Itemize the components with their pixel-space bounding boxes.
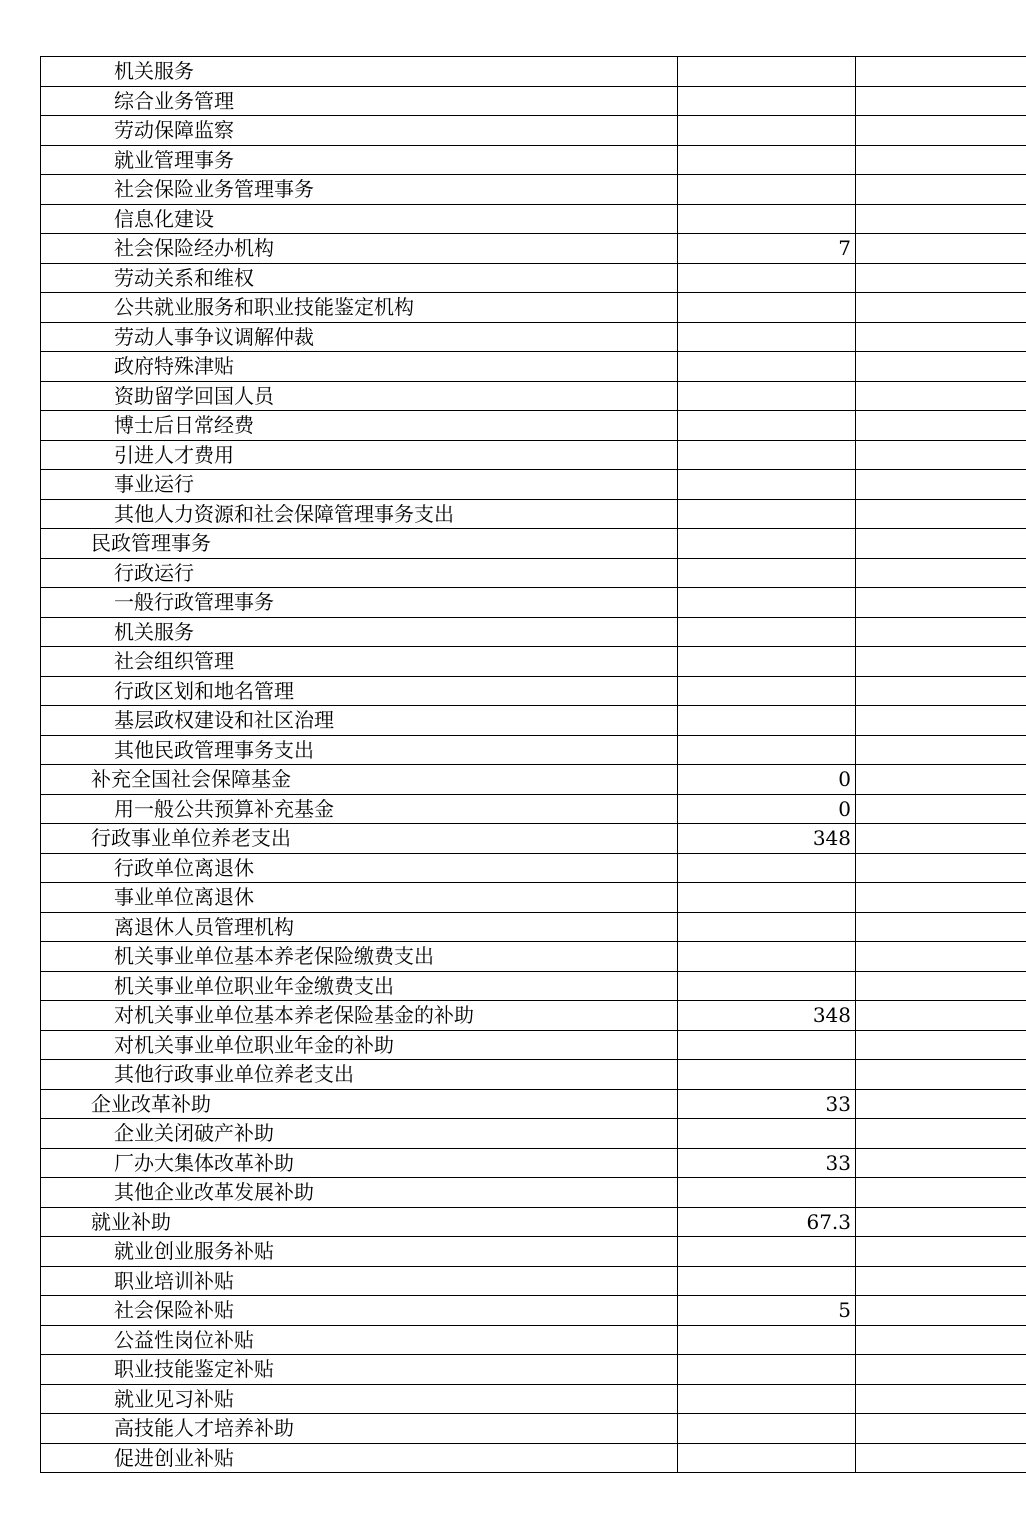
amount-cell[interactable]: 67.3 (678, 1207, 856, 1237)
item-name-cell[interactable]: 机关服务 (41, 617, 678, 647)
item-name-cell[interactable]: 引进人才费用 (41, 440, 678, 470)
item-name-cell[interactable]: 博士后日常经费 (41, 411, 678, 441)
extra-cell[interactable] (856, 440, 1026, 470)
item-name-cell[interactable]: 社会组织管理 (41, 647, 678, 677)
item-name-cell[interactable]: 其他企业改革发展补助 (41, 1178, 678, 1208)
extra-cell[interactable] (856, 116, 1026, 146)
amount-cell[interactable] (678, 1060, 856, 1090)
extra-cell[interactable] (856, 1296, 1026, 1326)
amount-cell[interactable] (678, 1384, 856, 1414)
table-row (41, 1443, 1026, 1473)
table-row (41, 1207, 1026, 1237)
table-row (41, 765, 1026, 795)
amount-cell[interactable]: 0 (678, 765, 856, 795)
amount-cell[interactable] (678, 145, 856, 175)
item-name-cell[interactable]: 职业技能鉴定补贴 (41, 1355, 678, 1385)
table-row (41, 1178, 1026, 1208)
table-row (41, 322, 1026, 352)
table-row (41, 1296, 1026, 1326)
item-name-cell[interactable]: 职业培训补贴 (41, 1266, 678, 1296)
item-name-cell[interactable]: 用一般公共预算补充基金 (41, 794, 678, 824)
extra-cell[interactable] (856, 1207, 1026, 1237)
amount-cell[interactable] (678, 440, 856, 470)
amount-cell[interactable] (678, 175, 856, 205)
extra-cell[interactable] (856, 86, 1026, 116)
table-row (41, 440, 1026, 470)
amount-cell[interactable] (678, 588, 856, 618)
item-name-cell[interactable]: 劳动人事争议调解仲裁 (41, 322, 678, 352)
table-row (41, 558, 1026, 588)
amount-cell[interactable] (678, 1443, 856, 1473)
extra-cell[interactable] (856, 1237, 1026, 1267)
extra-cell[interactable] (856, 942, 1026, 972)
item-name-cell[interactable]: 一般行政管理事务 (41, 588, 678, 618)
extra-cell[interactable] (856, 1060, 1026, 1090)
table-row (41, 1266, 1026, 1296)
extra-cell[interactable] (856, 971, 1026, 1001)
table-row (41, 1060, 1026, 1090)
extra-cell[interactable] (856, 883, 1026, 913)
table-row (41, 352, 1026, 382)
table-row (41, 529, 1026, 559)
extra-cell[interactable] (856, 352, 1026, 382)
extra-cell[interactable] (856, 1325, 1026, 1355)
item-name-cell[interactable]: 资助留学回国人员 (41, 381, 678, 411)
table-row (41, 824, 1026, 854)
extra-cell[interactable] (856, 322, 1026, 352)
table-row (41, 1148, 1026, 1178)
extra-cell[interactable] (856, 1119, 1026, 1149)
item-name-cell[interactable]: 信息化建设 (41, 204, 678, 234)
item-name-cell[interactable]: 就业见习补贴 (41, 1384, 678, 1414)
extra-cell[interactable] (856, 529, 1026, 559)
table-row (41, 853, 1026, 883)
table-row (41, 57, 1026, 87)
budget-table (40, 56, 1026, 1473)
table-row (41, 942, 1026, 972)
extra-cell[interactable] (856, 617, 1026, 647)
extra-cell[interactable] (856, 1266, 1026, 1296)
table-row (41, 647, 1026, 677)
table-row (41, 883, 1026, 913)
item-name-cell[interactable]: 事业运行 (41, 470, 678, 500)
item-name-cell[interactable]: 社会保险补贴 (41, 1296, 678, 1326)
amount-cell[interactable] (678, 912, 856, 942)
item-name-cell[interactable]: 企业改革补助 (41, 1089, 678, 1119)
amount-cell[interactable] (678, 499, 856, 529)
item-name-cell[interactable]: 行政事业单位养老支出 (41, 824, 678, 854)
table-row (41, 411, 1026, 441)
amount-cell[interactable] (678, 352, 856, 382)
amount-cell[interactable] (678, 470, 856, 500)
table-row (41, 971, 1026, 1001)
amount-cell[interactable] (678, 1414, 856, 1444)
amount-cell[interactable] (678, 381, 856, 411)
table-row (41, 794, 1026, 824)
amount-cell[interactable] (678, 883, 856, 913)
table-row (41, 145, 1026, 175)
extra-cell[interactable] (856, 263, 1026, 293)
amount-cell[interactable] (678, 942, 856, 972)
budget-table-body (41, 57, 1026, 1473)
extra-cell[interactable] (856, 204, 1026, 234)
amount-cell[interactable] (678, 411, 856, 441)
table-row (41, 912, 1026, 942)
item-name-cell[interactable]: 政府特殊津贴 (41, 352, 678, 382)
table-row (41, 735, 1026, 765)
amount-cell[interactable] (678, 322, 856, 352)
extra-cell[interactable] (856, 293, 1026, 323)
extra-cell[interactable] (856, 1030, 1026, 1060)
table-row (41, 263, 1026, 293)
amount-cell[interactable] (678, 116, 856, 146)
extra-cell[interactable] (856, 1148, 1026, 1178)
item-name-cell[interactable]: 综合业务管理 (41, 86, 678, 116)
table-row (41, 1355, 1026, 1385)
item-name-cell[interactable]: 其他人力资源和社会保障管理事务支出 (41, 499, 678, 529)
table-row (41, 617, 1026, 647)
amount-cell[interactable] (678, 853, 856, 883)
table-row (41, 86, 1026, 116)
item-name-cell[interactable]: 机关事业单位基本养老保险缴费支出 (41, 942, 678, 972)
amount-cell[interactable] (678, 1325, 856, 1355)
item-name-cell[interactable]: 就业管理事务 (41, 145, 678, 175)
amount-cell[interactable] (678, 647, 856, 677)
table-row (41, 1325, 1026, 1355)
amount-cell[interactable] (678, 1266, 856, 1296)
item-name-cell[interactable]: 行政区划和地名管理 (41, 676, 678, 706)
extra-cell[interactable] (856, 145, 1026, 175)
amount-cell[interactable] (678, 1178, 856, 1208)
table-row (41, 293, 1026, 323)
amount-cell[interactable] (678, 706, 856, 736)
amount-cell[interactable]: 33 (678, 1089, 856, 1119)
extra-cell[interactable] (856, 558, 1026, 588)
amount-cell[interactable]: 348 (678, 824, 856, 854)
table-row (41, 588, 1026, 618)
item-name-cell[interactable]: 机关服务 (41, 57, 678, 87)
table-row (41, 1384, 1026, 1414)
table-row (41, 1414, 1026, 1444)
item-name-cell[interactable]: 补充全国社会保障基金 (41, 765, 678, 795)
table-row (41, 175, 1026, 205)
item-name-cell[interactable]: 公共就业服务和职业技能鉴定机构 (41, 293, 678, 323)
amount-cell[interactable]: 5 (678, 1296, 856, 1326)
extra-cell[interactable] (856, 853, 1026, 883)
amount-cell[interactable] (678, 558, 856, 588)
amount-cell[interactable] (678, 293, 856, 323)
extra-cell[interactable] (856, 57, 1026, 87)
item-name-cell[interactable]: 行政单位离退休 (41, 853, 678, 883)
amount-cell[interactable] (678, 735, 856, 765)
amount-cell[interactable]: 7 (678, 234, 856, 264)
extra-cell[interactable] (856, 735, 1026, 765)
table-row (41, 676, 1026, 706)
extra-cell[interactable] (856, 588, 1026, 618)
amount-cell[interactable] (678, 1030, 856, 1060)
item-name-cell[interactable]: 其他民政管理事务支出 (41, 735, 678, 765)
extra-cell[interactable] (856, 676, 1026, 706)
table-row (41, 116, 1026, 146)
item-name-cell[interactable]: 民政管理事务 (41, 529, 678, 559)
amount-cell[interactable] (678, 971, 856, 1001)
table-row (41, 381, 1026, 411)
item-name-cell[interactable]: 厂办大集体改革补助 (41, 1148, 678, 1178)
extra-cell[interactable] (856, 824, 1026, 854)
table-row (41, 1237, 1026, 1267)
table-row (41, 470, 1026, 500)
extra-cell[interactable] (856, 234, 1026, 264)
extra-cell[interactable] (856, 647, 1026, 677)
extra-cell[interactable] (856, 1414, 1026, 1444)
item-name-cell[interactable]: 对机关事业单位基本养老保险基金的补助 (41, 1001, 678, 1031)
amount-cell[interactable] (678, 263, 856, 293)
item-name-cell[interactable]: 行政运行 (41, 558, 678, 588)
table-row (41, 499, 1026, 529)
extra-cell[interactable] (856, 1355, 1026, 1385)
table-row (41, 1089, 1026, 1119)
table-row (41, 1001, 1026, 1031)
item-name-cell[interactable]: 基层政权建设和社区治理 (41, 706, 678, 736)
item-name-cell[interactable]: 机关事业单位职业年金缴费支出 (41, 971, 678, 1001)
item-name-cell[interactable]: 企业关闭破产补助 (41, 1119, 678, 1149)
item-name-cell[interactable]: 离退休人员管理机构 (41, 912, 678, 942)
amount-cell[interactable]: 348 (678, 1001, 856, 1031)
amount-cell[interactable] (678, 204, 856, 234)
extra-cell[interactable] (856, 411, 1026, 441)
table-row (41, 1119, 1026, 1149)
item-name-cell[interactable]: 促进创业补贴 (41, 1443, 678, 1473)
extra-cell[interactable] (856, 912, 1026, 942)
extra-cell[interactable] (856, 470, 1026, 500)
extra-cell[interactable] (856, 765, 1026, 795)
table-row (41, 234, 1026, 264)
extra-cell[interactable] (856, 1178, 1026, 1208)
item-name-cell[interactable]: 公益性岗位补贴 (41, 1325, 678, 1355)
extra-cell[interactable] (856, 706, 1026, 736)
item-name-cell[interactable]: 社会保险业务管理事务 (41, 175, 678, 205)
amount-cell[interactable] (678, 1119, 856, 1149)
item-name-cell[interactable]: 劳动保障监察 (41, 116, 678, 146)
extra-cell[interactable] (856, 175, 1026, 205)
table-row (41, 706, 1026, 736)
amount-cell[interactable] (678, 676, 856, 706)
item-name-cell[interactable]: 对机关事业单位职业年金的补助 (41, 1030, 678, 1060)
amount-cell[interactable] (678, 86, 856, 116)
extra-cell[interactable] (856, 499, 1026, 529)
item-name-cell[interactable]: 就业补助 (41, 1207, 678, 1237)
extra-cell[interactable] (856, 1001, 1026, 1031)
amount-cell[interactable] (678, 1355, 856, 1385)
extra-cell[interactable] (856, 794, 1026, 824)
extra-cell[interactable] (856, 381, 1026, 411)
amount-cell[interactable] (678, 1237, 856, 1267)
table-row (41, 1030, 1026, 1060)
item-name-cell[interactable]: 其他行政事业单位养老支出 (41, 1060, 678, 1090)
amount-cell[interactable] (678, 57, 856, 87)
extra-cell[interactable] (856, 1443, 1026, 1473)
extra-cell[interactable] (856, 1384, 1026, 1414)
item-name-cell[interactable]: 事业单位离退休 (41, 883, 678, 913)
amount-cell[interactable] (678, 529, 856, 559)
item-name-cell[interactable]: 就业创业服务补贴 (41, 1237, 678, 1267)
extra-cell[interactable] (856, 1089, 1026, 1119)
amount-cell[interactable] (678, 617, 856, 647)
item-name-cell[interactable]: 高技能人才培养补助 (41, 1414, 678, 1444)
table-row (41, 204, 1026, 234)
item-name-cell[interactable]: 劳动关系和维权 (41, 263, 678, 293)
amount-cell[interactable]: 0 (678, 794, 856, 824)
item-name-cell[interactable]: 社会保险经办机构 (41, 234, 678, 264)
amount-cell[interactable]: 33 (678, 1148, 856, 1178)
